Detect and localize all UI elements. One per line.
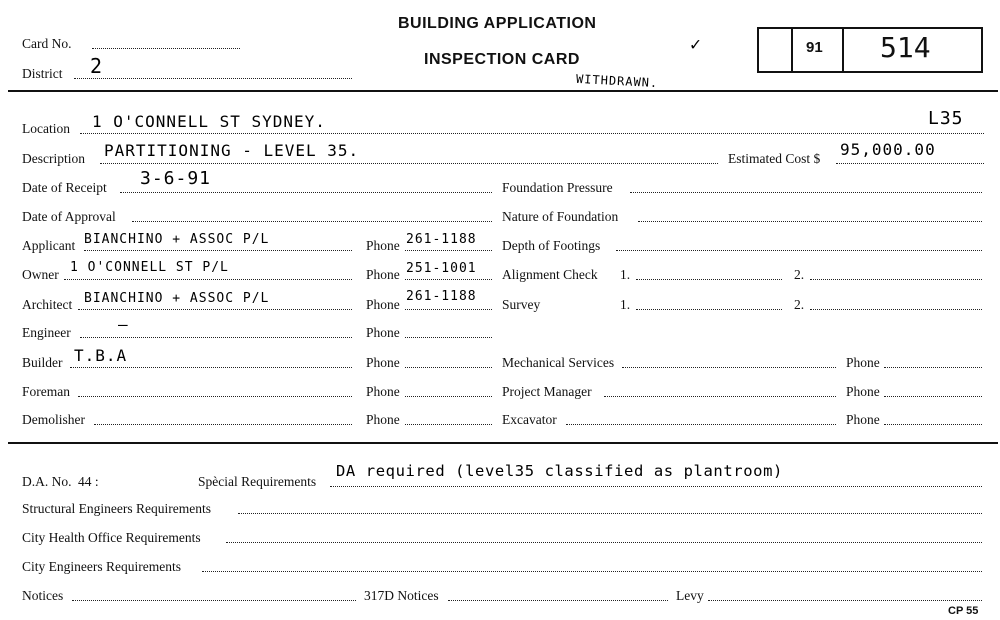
project-manager-label: Project Manager (502, 384, 592, 399)
lower-divider (8, 442, 998, 444)
date-of-receipt-line[interactable] (120, 192, 492, 193)
survey-num1: 1. (620, 297, 631, 312)
project-manager-line[interactable] (604, 396, 836, 397)
card-box-divider-1 (791, 27, 793, 71)
description-label: Description (22, 151, 85, 166)
mechanical-services-phone-line[interactable] (884, 367, 982, 368)
foreman-phone-line[interactable] (405, 396, 492, 397)
builder-phone-label: Phone (366, 355, 400, 370)
builder-line[interactable] (70, 367, 352, 368)
city-health-line[interactable] (226, 542, 982, 543)
structural-engineers-label: Structural Engineers Requirements (22, 501, 211, 516)
architect-phone-value: 261-1188 (406, 289, 477, 304)
foreman-line[interactable] (78, 396, 352, 397)
applicant-phone-line[interactable] (405, 250, 492, 251)
mechanical-services-label: Mechanical Services (502, 355, 615, 370)
foundation-pressure-label: Foundation Pressure (502, 180, 613, 195)
architect-phone-label: Phone (366, 297, 400, 312)
architect-line[interactable] (78, 309, 352, 310)
location-value: 1 O'CONNELL ST SYDNEY. (92, 112, 326, 131)
alignment-check-label: Alignment Check (502, 267, 598, 282)
card-number: 514 (880, 31, 931, 64)
demolisher-line[interactable] (94, 424, 352, 425)
foundation-pressure-line[interactable] (630, 192, 982, 193)
depth-of-footings-label: Depth of Footings (502, 238, 601, 253)
nature-of-foundation-line[interactable] (638, 221, 982, 222)
architect-phone-line[interactable] (405, 309, 492, 310)
date-of-receipt-label: Date of Receipt (22, 180, 107, 195)
project-manager-phone-label: Phone (846, 384, 880, 399)
form-title: BUILDING APPLICATION (398, 15, 597, 32)
mechanical-services-phone-label: Phone (846, 355, 880, 370)
excavator-phone-line[interactable] (884, 424, 982, 425)
da-no-label: D.A. No. (22, 474, 72, 489)
city-engineers-label: City Engineers Requirements (22, 559, 181, 574)
location-line[interactable] (80, 133, 984, 134)
survey-line-2[interactable] (810, 309, 982, 310)
special-requirements-line[interactable] (330, 486, 982, 487)
excavator-line[interactable] (566, 424, 836, 425)
mechanical-services-line[interactable] (622, 367, 836, 368)
demolisher-phone-label: Phone (366, 412, 400, 427)
builder-phone-line[interactable] (405, 367, 492, 368)
foreman-label: Foreman (22, 384, 70, 399)
applicant-phone-label: Phone (366, 238, 400, 253)
location-label: Location (22, 121, 70, 136)
engineer-phone-line[interactable] (405, 337, 492, 338)
levy-label: Levy (676, 588, 704, 603)
levy-line[interactable] (708, 600, 982, 601)
alignment-check-num2: 2. (794, 267, 805, 282)
architect-label: Architect (22, 297, 73, 312)
date-of-approval-label: Date of Approval (22, 209, 116, 224)
estimated-cost-label: Estimated Cost $ (728, 151, 821, 166)
card-prefix: 91 (806, 39, 823, 56)
engineer-value: — (118, 315, 129, 334)
alignment-check-line-2[interactable] (810, 279, 982, 280)
survey-num2: 2. (794, 297, 805, 312)
owner-label: Owner (22, 267, 59, 282)
district-value: 2 (90, 54, 104, 78)
demolisher-label: Demolisher (22, 412, 85, 427)
engineer-label: Engineer (22, 325, 71, 340)
architect-value: BIANCHINO + ASSOC P/L (84, 291, 270, 306)
estimated-cost-line[interactable] (836, 163, 984, 164)
da-no-value: 44 : (78, 474, 99, 489)
card-box-divider-2 (842, 27, 844, 71)
survey-line-1[interactable] (636, 309, 782, 310)
owner-phone-value: 251-1001 (406, 261, 477, 276)
district-line[interactable] (74, 78, 352, 79)
foreman-phone-label: Phone (366, 384, 400, 399)
alignment-check-num1: 1. (620, 267, 631, 282)
engineer-phone-label: Phone (366, 325, 400, 340)
location-note: L35 (928, 108, 964, 129)
notices-317d-label: 317D Notices (364, 588, 439, 603)
applicant-label: Applicant (22, 238, 76, 253)
estimated-cost-value: 95,000.00 (840, 140, 936, 159)
form-subtitle: INSPECTION CARD (424, 51, 580, 68)
builder-value: T.B.A (74, 346, 128, 365)
date-of-receipt-value: 3-6-91 (140, 168, 212, 189)
demolisher-phone-line[interactable] (405, 424, 492, 425)
special-requirements-value: DA required (level35 classified as plantroom) (336, 462, 783, 480)
applicant-phone-value: 261-1188 (406, 232, 477, 247)
description-value: PARTITIONING - LEVEL 35. (104, 141, 360, 160)
builder-label: Builder (22, 355, 63, 370)
city-engineers-line[interactable] (202, 571, 982, 572)
district-label: District (22, 66, 63, 81)
notices-line[interactable] (72, 600, 356, 601)
engineer-line[interactable] (80, 337, 352, 338)
special-requirements-label: Spècial Requirements (198, 474, 317, 489)
owner-line[interactable] (64, 279, 352, 280)
card-no-line[interactable] (92, 48, 240, 49)
owner-phone-line[interactable] (405, 279, 492, 280)
survey-label: Survey (502, 297, 541, 312)
project-manager-phone-line[interactable] (884, 396, 982, 397)
notices-label: Notices (22, 588, 64, 603)
applicant-line[interactable] (84, 250, 352, 251)
owner-value: 1 O'CONNELL ST P/L (70, 260, 229, 275)
header-divider (8, 90, 998, 92)
form-code: CP 55 (948, 605, 979, 617)
nature-of-foundation-label: Nature of Foundation (502, 209, 619, 224)
alignment-check-line-1[interactable] (636, 279, 782, 280)
excavator-phone-label: Phone (846, 412, 880, 427)
notices-317d-line[interactable] (448, 600, 668, 601)
city-health-label: City Health Office Requirements (22, 530, 201, 545)
excavator-label: Excavator (502, 412, 557, 427)
structural-engineers-line[interactable] (238, 513, 982, 514)
card-no-label: Card No. (22, 36, 72, 51)
check-mark-icon: ✓ (690, 34, 702, 55)
date-of-approval-line[interactable] (132, 221, 492, 222)
description-line[interactable] (100, 163, 718, 164)
owner-phone-label: Phone (366, 267, 400, 282)
withdrawn-note: WITHDRAWN. (575, 71, 659, 91)
applicant-value: BIANCHINO + ASSOC P/L (84, 232, 270, 247)
depth-of-footings-line[interactable] (616, 250, 982, 251)
